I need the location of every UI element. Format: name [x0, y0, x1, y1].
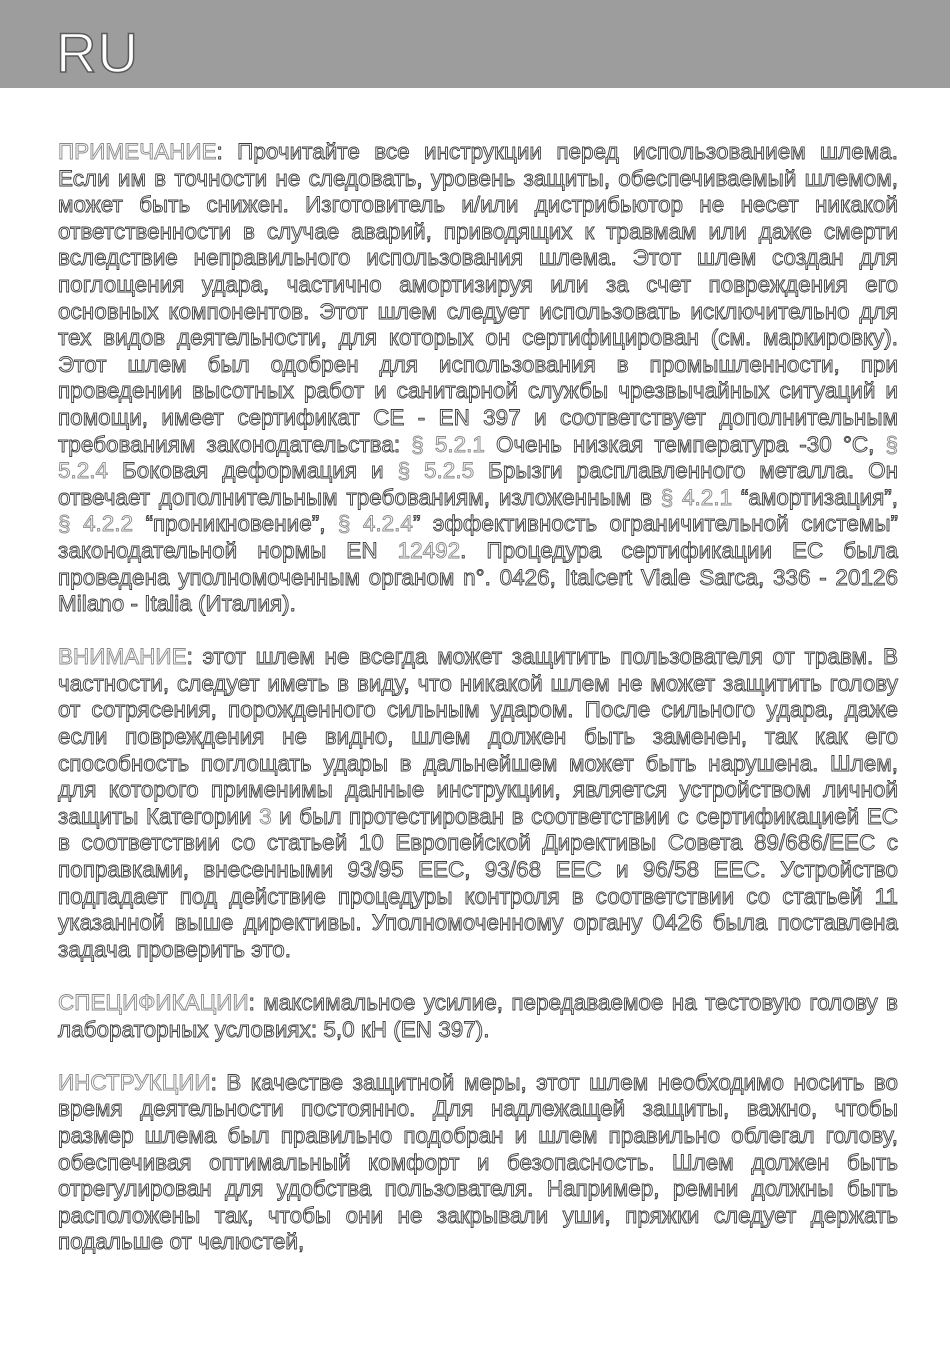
body-text: Боковая деформация и	[108, 458, 398, 484]
reference-number: 12492	[397, 537, 461, 563]
reference-number: § 5.2.5	[397, 458, 475, 484]
section-heading: ИНСТРУКЦИИ	[58, 1069, 211, 1095]
reference-number: § 4.2.2	[58, 511, 134, 537]
body-text: : максимальное усилие, передаваемое на тестовую голову в лабораторных условиях: 5,0 кН (EN 397).	[58, 990, 898, 1042]
body-text: . Процедура сертификации ЕС была проведена уполномоченным органом n°. 0426, Italcert Viale Sarca, 336 - 20126 Milano - Italia (Италия).	[58, 537, 898, 617]
body-text: : Прочитайте все инструкции перед использованием шлема. Если им в точности не следовать, уровень защиты, обеспечиваемый шлемом, может быть снижен. Изготовитель и/или дистрибьютор не несет никакой ответственности в случае аварий, приводящих к травмам или даже смерти вследствие неправильного использования шлема. Этот шлем создан для поглощения удара, частично амортизируя или за счет повреждения его основных компонентов. Этот шлем следует использовать исключительно для тех видов деятельности, для которых он сертифицирован (см. маркировку). Этот шлем был одобрен для использования в промышленности, при проведении высотных работ и санитарной службы чрезвычайных ситуаций и помощи, имеет сертификат CE - EN 397 и соответствует дополнительным требованиям законодательства:	[58, 139, 898, 457]
instruction-text	[58, 139, 898, 1256]
language-code: RU	[56, 21, 139, 84]
body-text: ” эффективность ограничительной системы” законодательной нормы EN	[58, 511, 898, 563]
reference-number: § 4.2.4	[337, 511, 413, 537]
body-text: Очень низкая температура -30 °C,	[484, 431, 886, 457]
paragraph	[58, 990, 898, 1043]
reference-number: § 5.2.1	[411, 431, 485, 457]
body-text: Брызги расплавленного металла. Он отвечает дополнительным требованиям, изложенным в	[58, 458, 899, 510]
paragraph	[58, 644, 898, 963]
body-text: “проникновение”,	[133, 511, 338, 537]
reference-number: § 4.2.1	[660, 484, 733, 510]
paragraph	[58, 139, 898, 618]
body-text: : этот шлем не всегда может защитить пользователя от травм. В частности, следует иметь в виду, что никакой шлем не может защитить голову от сотрясения, порожденного сильным ударом. После сильного удара, даже если повреждения не видно, шлем должен быть заменен, так как его способность поглощать удары в дальнейшем может быть нарушена. Шлем, для которого применимы данные инструкции, является устройством личной защиты Категории	[58, 644, 898, 829]
body-text: : В качестве защитной меры, этот шлем необходимо носить во время деятельности постоянно. Для надлежащей защиты, важно, чтобы размер шлема был правильно подобран и шлем правильно облегал голову, обеспечивая оптимальный комфорт и безопасность. Шлем должен быть отрегулирован для удобства пользователя. Например, ремни должны быть расположены так, чтобы они не закрывали уши, пряжки следует держать подальше от челюстей,	[58, 1069, 898, 1255]
reference-number: 3	[259, 803, 272, 829]
header-bar	[0, 0, 950, 88]
section-heading: ПРИМЕЧАНИЕ	[58, 139, 217, 164]
reference-number: § 5.2.4	[58, 431, 898, 484]
body-text: “амортизация”,	[732, 484, 898, 510]
section-heading: СПЕЦИФИКАЦИИ	[58, 990, 249, 1015]
section-heading: ВНИМАНИЕ	[58, 644, 187, 670]
body-text: и был протестирован в соответствии с сертификацией ЕС в соответствии со статьей 10 Европейской Директивы Совета 89/686/EEC с поправками, внесенными 93/95 EEC, 93/68 EEC и 96/58 EEC. Устройство подпадает под действие процедуры контроля в соответствии со статьей 11 указанной выше директивы. Уполномоченному органу 0426 была поставлена задача проверить это.	[58, 803, 898, 962]
paragraph	[58, 1070, 898, 1256]
